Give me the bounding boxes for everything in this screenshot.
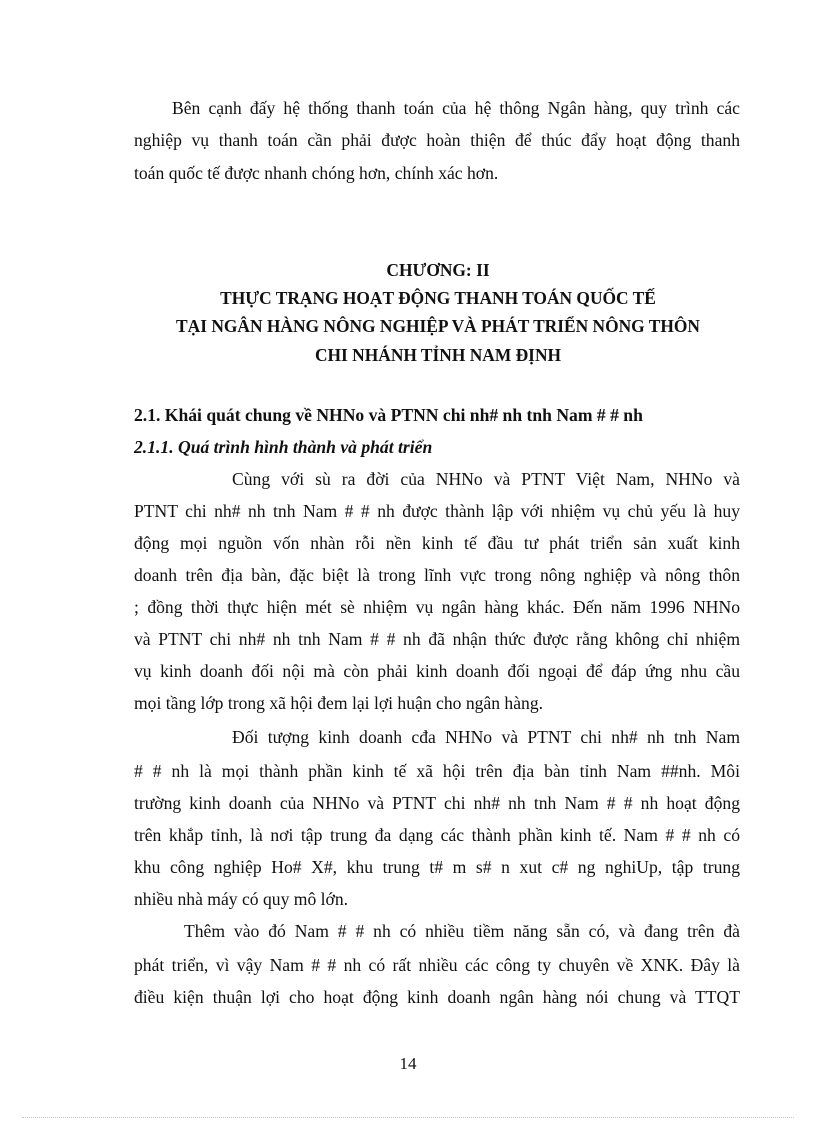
page-number: 14 (399, 1054, 417, 1073)
paragraph-2-line-6: nhiều nhà máy có quy mô lớn. (134, 889, 349, 909)
chapter-label: CHƯƠNG: II (386, 260, 490, 280)
chapter-title-line-3: CHI NHÁNH TỈNH NAM ĐỊNH (314, 345, 562, 365)
chapter-title-line-1: THỰC TRẠNG HOẠT ĐỘNG THANH TOÁN QUỐC TẾ (220, 288, 656, 308)
subsection-heading: 2.1.1. Quá trình hình thành và phát triển (134, 437, 433, 457)
paragraph-1-line-8: mọi tầng lớp trong xã hội đem lại lợi huận cho ngân hàng. (134, 693, 544, 713)
section-heading: 2.1. Khái quát chung về NHNo và PTNN chi nh# nh tnh Nam # # nh (134, 405, 643, 425)
paragraph-2-line-3: trường kinh doanh của NHNo và PTNT chi nh# nh tnh Nam # # nh hoạt động (134, 793, 740, 813)
paragraph-3-line-3: điều kiện thuận lợi cho hoạt động kinh doanh ngân hàng nói chung và TTQT (134, 987, 740, 1007)
paragraph-2-line-5: khu công nghiệp Ho# X#, khu trung t# m s# n xut c# ng nghiUp, tập trung (134, 857, 740, 877)
paragraph-2-line-1: Đối tượng kinh doanh cđa NHNo và PTNT chi nh# nh tnh Nam (232, 727, 740, 747)
footer-divider (22, 1117, 794, 1118)
paragraph-1-line-3: động mọi nguồn vốn nhàn rỗi nền kinh tế đầu tư phát triển sản xuất kinh (134, 533, 740, 553)
chapter-title-line-2: TẠI NGÂN HÀNG NÔNG NGHIỆP VÀ PHÁT TRIỂN NÔNG THÔN (176, 316, 700, 336)
paragraph-1-line-5: ; đồng thời thực hiện mét sè nhiệm vụ ngân hàng khác. Đến năm 1996 NHNo (134, 597, 740, 617)
paragraph-1-line-2: PTNT chi nh# nh tnh Nam # # nh được thành lập với nhiệm vụ chủ yếu là huy (134, 501, 740, 521)
paragraph-1-line-4: doanh trên địa bàn, đặc biệt là trong lĩnh vực trong nông nghiệp và nông thôn (134, 565, 740, 585)
intro-line-2: nghiệp vụ thanh toán cần phải được hoàn thiện để thúc đẩy hoạt động thanh (134, 130, 740, 150)
paragraph-1-line-7: vụ kinh doanh đối nội mà còn phải kinh doanh đối ngoại để đáp ứng nhu cầu (134, 661, 740, 681)
paragraph-2-line-2: # # nh là mọi thành phần kinh tế xã hội trên địa bàn tỉnh Nam ##nh. Môi (134, 761, 740, 781)
paragraph-2-line-4: trên khắp tỉnh, là nơi tập trung đa dạng các thành phần kinh tế. Nam # # nh có (134, 825, 740, 845)
intro-line-1: Bên cạnh đấy hệ thống thanh toán của hệ thông Ngân hàng, quy trình các (172, 98, 740, 118)
intro-line-3: toán quốc tế được nhanh chóng hơn, chính xác hơn. (134, 163, 499, 183)
paragraph-3-line-1: Thêm vào đó Nam # # nh có nhiều tiềm năng sẵn có, và đang trên đà (184, 921, 740, 941)
paragraph-1-line-1: Cùng với sù ra đời của NHNo và PTNT Việt Nam, NHNo và (232, 469, 740, 489)
paragraph-3-line-2: phát triển, vì vậy Nam # # nh có rất nhiều các công ty chuyên về XNK. Đây là (134, 955, 740, 975)
paragraph-1-line-6: và PTNT chi nh# nh tnh Nam # # nh đã nhận thức được rằng không chỉ nhiệm (134, 629, 740, 649)
